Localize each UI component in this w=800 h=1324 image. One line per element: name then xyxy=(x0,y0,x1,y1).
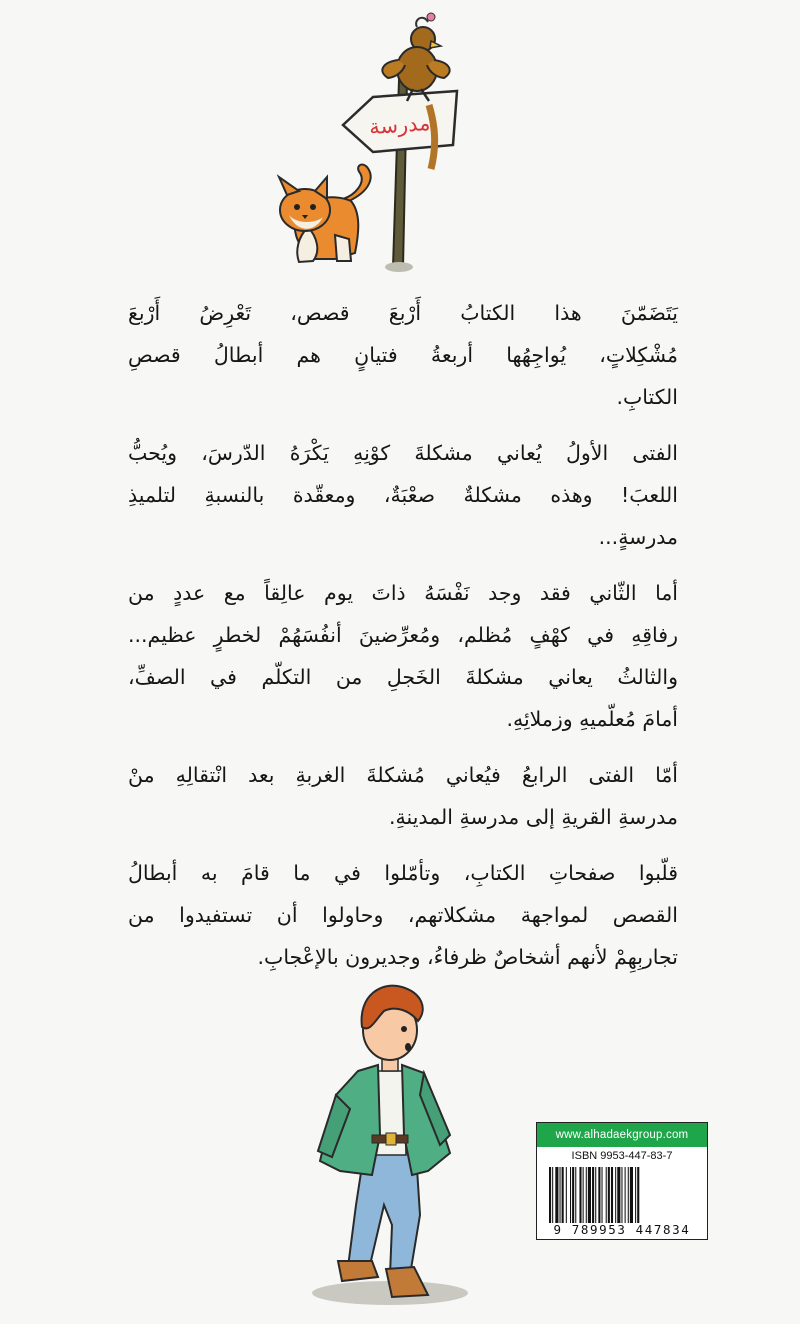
barcode-bar xyxy=(598,1167,600,1223)
barcode-bar xyxy=(575,1167,576,1223)
barcode-bar xyxy=(595,1167,596,1223)
barcode-bar xyxy=(560,1167,561,1223)
text-line: أمّا الفتى الرابعُ فيُعاني مُشكلةَ الغربةِ بعد انْتقالِهِ منْ xyxy=(128,763,678,787)
paragraph-fourth-boy xyxy=(128,754,678,838)
barcode-bar xyxy=(579,1167,581,1223)
barcode-bar xyxy=(566,1167,567,1223)
barcode-bar xyxy=(572,1167,574,1223)
text-line: يَتَضَمّنَ هذا الكتابُ أَرْبعَ قصص، تَعْرِضُ أَرْبعَ xyxy=(128,301,678,325)
barcode-bar xyxy=(637,1167,639,1223)
text-line: رفاقِهِ في كهْفٍ مُظلم، ومُعرِّضينَ أنفُسَهُمْ لخطرٍ عظيم... xyxy=(128,623,678,647)
signpost-illustration xyxy=(265,5,465,280)
barcode-bars xyxy=(549,1167,701,1223)
pole-shadow xyxy=(385,262,413,272)
isbn-label: ISBN 9953-447-83-7 xyxy=(571,1150,673,1162)
barcode-bar xyxy=(625,1167,626,1223)
paragraph-first-boy xyxy=(128,432,678,558)
text-line: أما الثّاني فقد وجد نَفْسَهُ ذاتَ يوم عالِقاً مع عددٍ من xyxy=(128,581,678,605)
barcode-bar xyxy=(552,1167,553,1223)
text-line: الكتابِ. xyxy=(616,385,678,409)
barcode-bar xyxy=(549,1167,551,1223)
text-line: مدرسةِ القريةِ إلى مدرسةِ المدينةِ. xyxy=(389,805,678,829)
cat-figure xyxy=(279,165,371,262)
boy-shoe-left xyxy=(338,1261,378,1281)
paragraph-second-third-boy xyxy=(128,572,678,740)
paragraph-invitation xyxy=(128,852,678,978)
barcode-bar xyxy=(586,1167,587,1223)
barcode-bar xyxy=(608,1167,610,1223)
barcode-bar xyxy=(583,1167,584,1223)
boy-illustration xyxy=(300,975,475,1310)
barcode-bar xyxy=(615,1167,616,1223)
text-line: الفتى الأولُ يُعاني مشكلةَ كوْنِهِ يَكْرَهُ الدّرسَ، ويُحبُّ xyxy=(128,441,678,465)
text-line: قلّبوا صفحاتِ الكتابِ، وتأمّلوا في ما قامَ به أبطالُ xyxy=(128,861,678,885)
barcode-box xyxy=(536,1122,708,1240)
cat-tail xyxy=(343,165,371,201)
ean-digits: 9 789953 447834 xyxy=(553,1222,691,1237)
barcode-bar xyxy=(588,1167,591,1223)
publisher-url: www.alhadaekgroup.com xyxy=(537,1123,707,1147)
barcode-bar xyxy=(611,1167,613,1223)
sign-text: مدرسة xyxy=(368,110,432,140)
text-line: اللعبَ! وهذه مشكلةٌ صعْبَةٌ، ومعقّدة بالنسبةِ لتلميذِ xyxy=(128,483,678,507)
barcode-bar xyxy=(606,1167,607,1223)
text-line: القصص لمواجهة مشكلاتهم، وحاولوا أن تستفيدوا من xyxy=(128,903,678,927)
barcode-bar xyxy=(617,1167,620,1223)
text-line: أمامَ مُعلّميهِ وزملائِهِ. xyxy=(506,707,678,731)
boy-mouth xyxy=(405,1043,411,1051)
text-line: تجاربِهِمْ لأنهم أشخاصٌ ظرفاءُ، وجديرون بالإعْجابِ. xyxy=(257,945,678,969)
barcode-bar xyxy=(621,1167,622,1223)
bird-flower xyxy=(427,13,435,21)
cat-eye-left xyxy=(294,204,300,210)
paragraph-intro xyxy=(128,292,678,418)
barcode-bar xyxy=(635,1167,636,1223)
text-line: مُشْكِلاتٍ، يُواجِهُها أربعةُ فتيانٍ هم أبطالُ قصصِ xyxy=(128,343,678,367)
text-line: مدرسةٍ... xyxy=(598,525,678,549)
boy-eye xyxy=(401,1026,407,1032)
barcode-bar xyxy=(562,1167,564,1223)
cat-eye-right xyxy=(310,204,316,210)
blurb-text xyxy=(128,292,678,992)
barcode-bar xyxy=(628,1167,629,1223)
text-line: والثالثُ يعاني مشكلةَ الخَجلِ من التكلّم في الصفِّ، xyxy=(128,665,678,689)
barcode-bar xyxy=(555,1167,558,1223)
barcode-bar xyxy=(570,1167,571,1223)
barcode-bar xyxy=(630,1167,633,1223)
boy-shoe-right xyxy=(386,1267,428,1297)
barcode-bar xyxy=(592,1167,594,1223)
barcode-bar xyxy=(602,1167,603,1223)
